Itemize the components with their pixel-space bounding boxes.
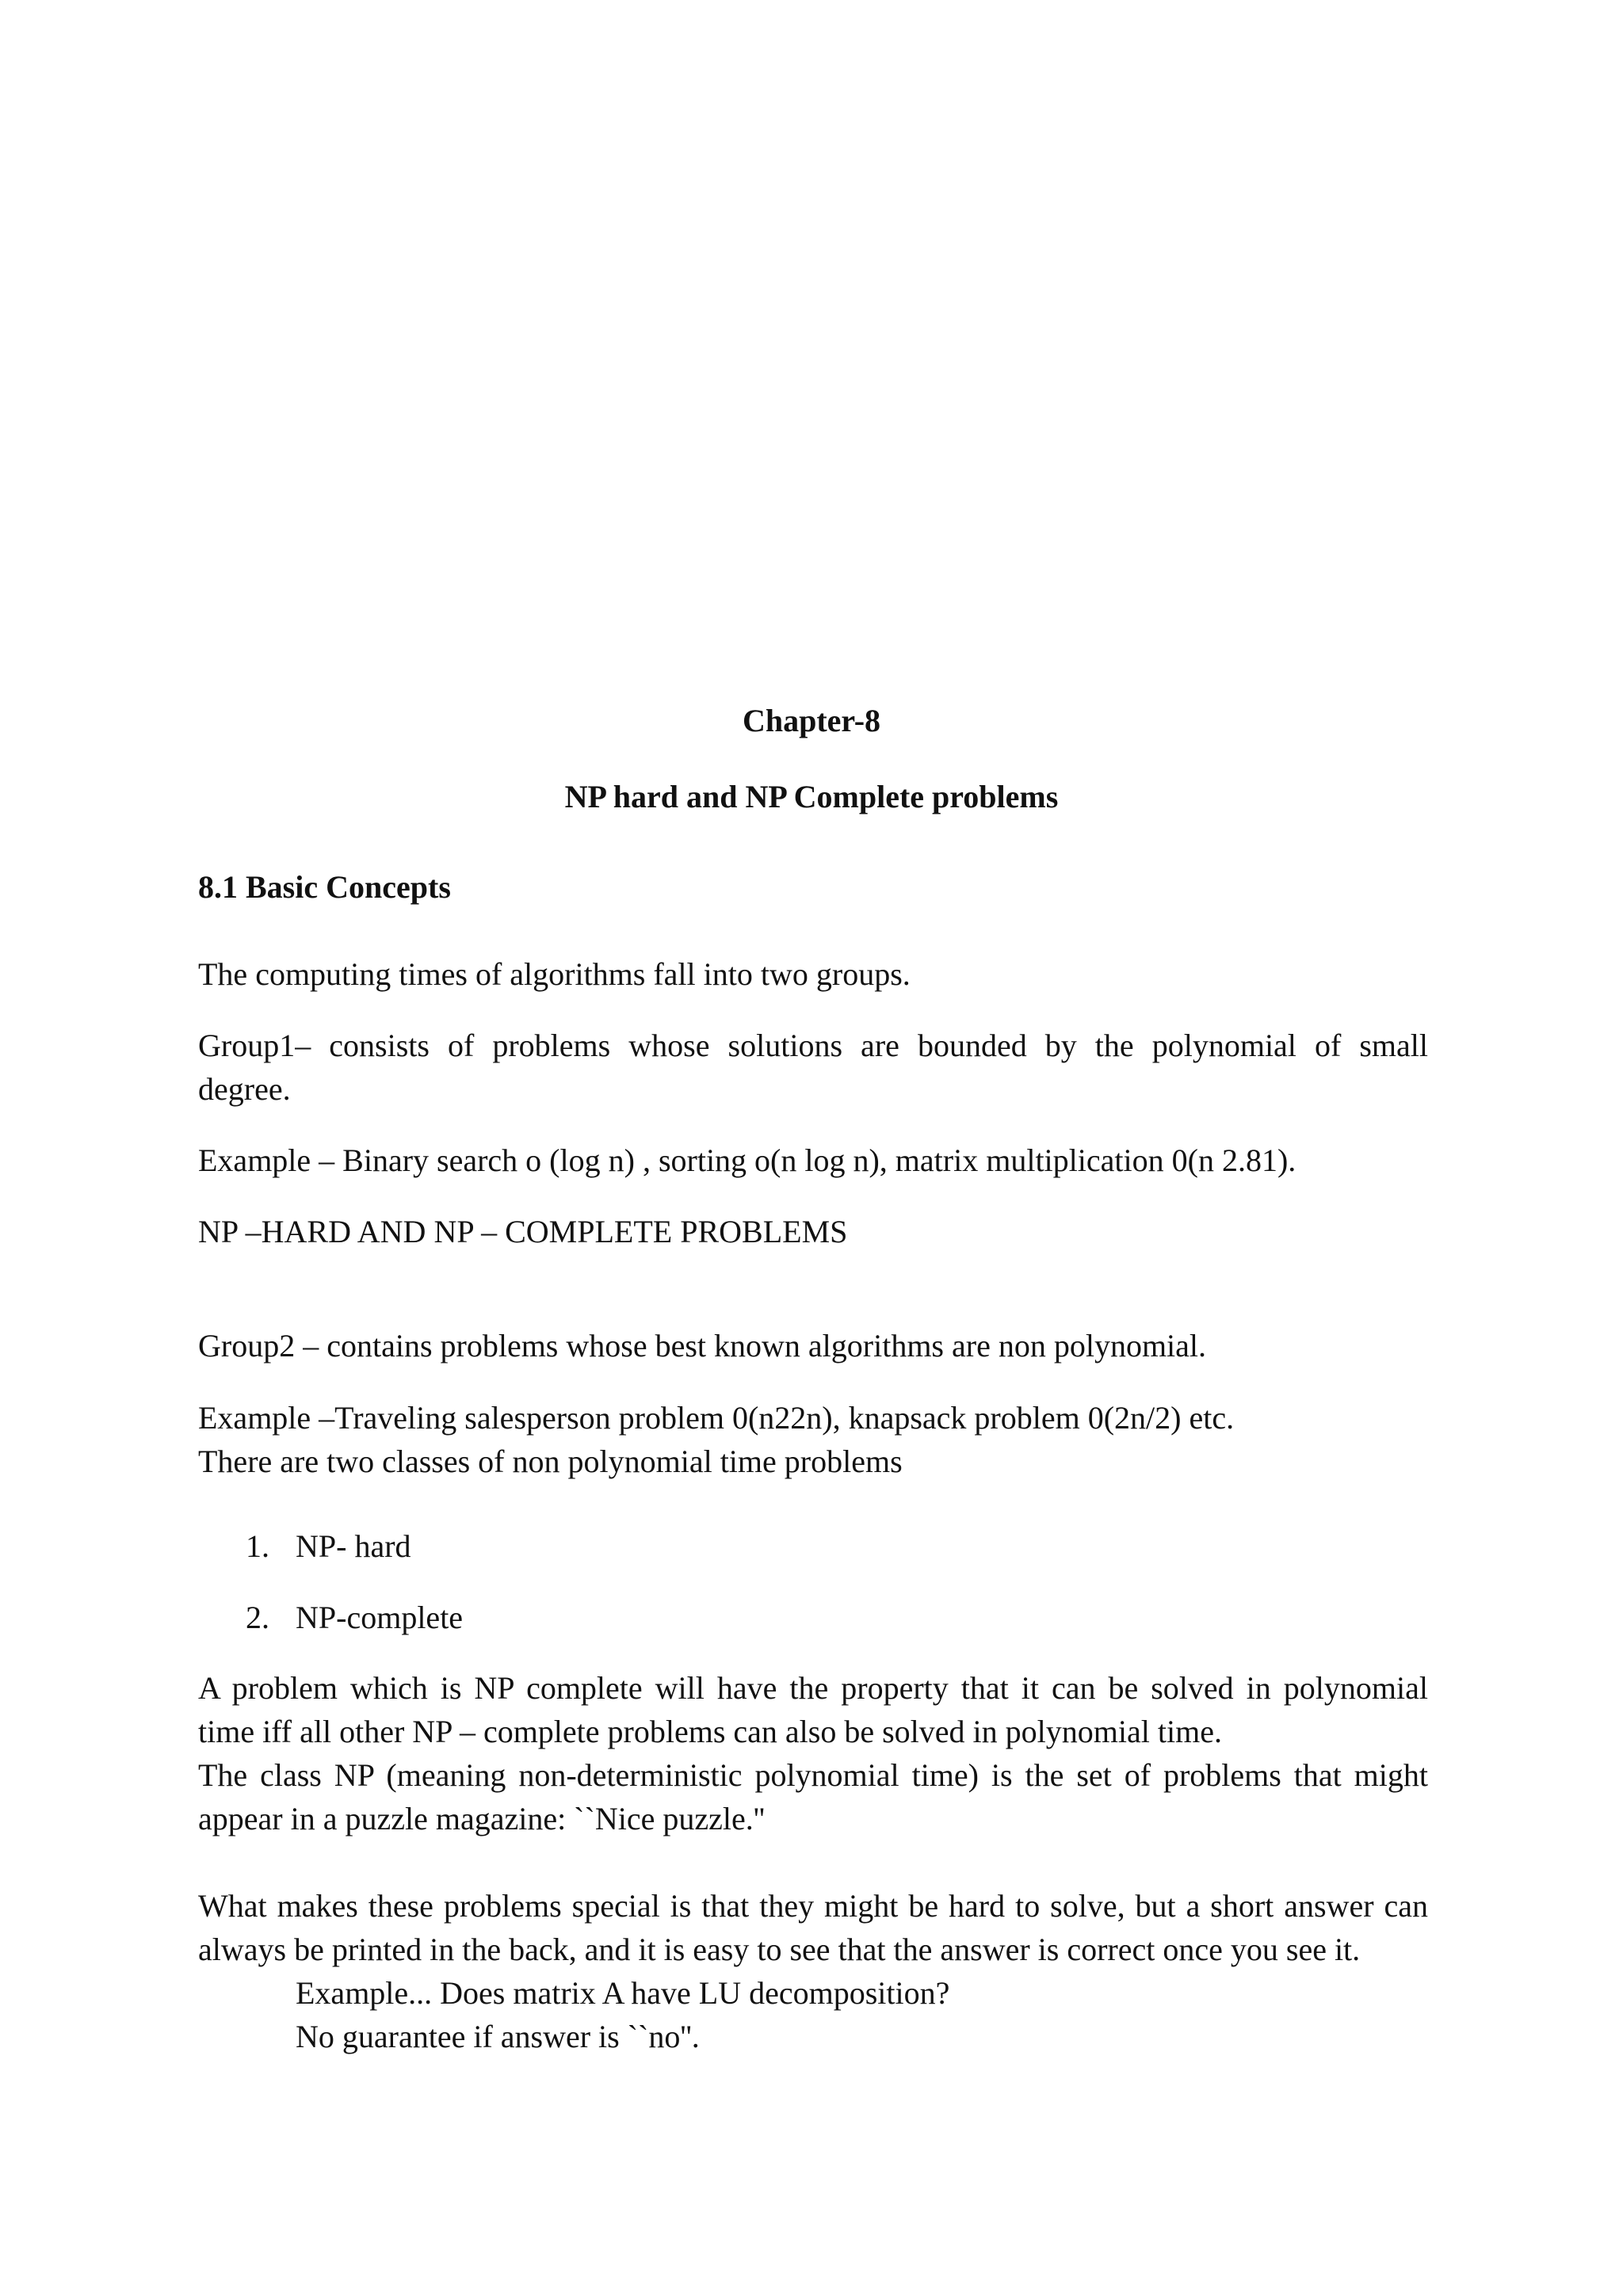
paragraph-np-class-line2: appear in a puzzle magazine: ``Nice puzzle.'' <box>198 1801 766 1836</box>
paragraph-np-heading: NP –HARD AND NP – COMPLETE PROBLEMS <box>198 1214 848 1249</box>
section-heading: 8.1 Basic Concepts <box>198 869 451 905</box>
paragraph-group1-line2: degree. <box>198 1071 291 1107</box>
paragraph-two-classes: There are two classes of non polynomial time problems <box>198 1444 903 1479</box>
paragraph-computing-times: The computing times of algorithms fall into two groups. <box>198 956 911 992</box>
chapter-subtitle: NP hard and NP Complete problems <box>564 779 1059 814</box>
paragraph-example-nonpolynomial: Example –Traveling salesperson problem 0(n22n), knapsack problem 0(2n/2) etc. <box>198 1400 1235 1436</box>
list-number: 1. <box>246 1528 269 1564</box>
paragraph-no-guarantee: No guarantee if answer is ``no''. <box>296 2019 700 2054</box>
paragraph-group1-line1: Group1– consists of problems whose solutions are bounded by the polynomial of small <box>198 1028 1428 1063</box>
paragraph-special-line1: What makes these problems special is that they might be hard to solve, but a short answer can <box>198 1888 1428 1924</box>
paragraph-example-lu: Example... Does matrix A have LU decomposition? <box>296 1975 950 2011</box>
paragraph-group2: Group2 – contains problems whose best known algorithms are non polynomial. <box>198 1328 1207 1363</box>
list-number: 2. <box>246 1600 269 1635</box>
paragraph-special-line2: always be printed in the back, and it is easy to see that the answer is correct once you see it. <box>198 1932 1361 1967</box>
paragraph-example-polynomial: Example – Binary search o (log n) , sorting o(n log n), matrix multiplication 0(n 2.81). <box>198 1142 1296 1178</box>
list-item-np-complete: NP-complete <box>296 1600 464 1635</box>
chapter-title: Chapter-8 <box>742 703 881 738</box>
list-item-np-hard: NP- hard <box>296 1528 411 1564</box>
paragraph-np-class-line1: The class NP (meaning non-deterministic polynomial time) is the set of problems that might <box>198 1757 1428 1793</box>
paragraph-np-complete-line2: time iff all other NP – complete problems can also be solved in polynomial time. <box>198 1714 1222 1749</box>
paragraph-np-complete-line1: A problem which is NP complete will have the property that it can be solved in polynomial <box>198 1670 1428 1706</box>
